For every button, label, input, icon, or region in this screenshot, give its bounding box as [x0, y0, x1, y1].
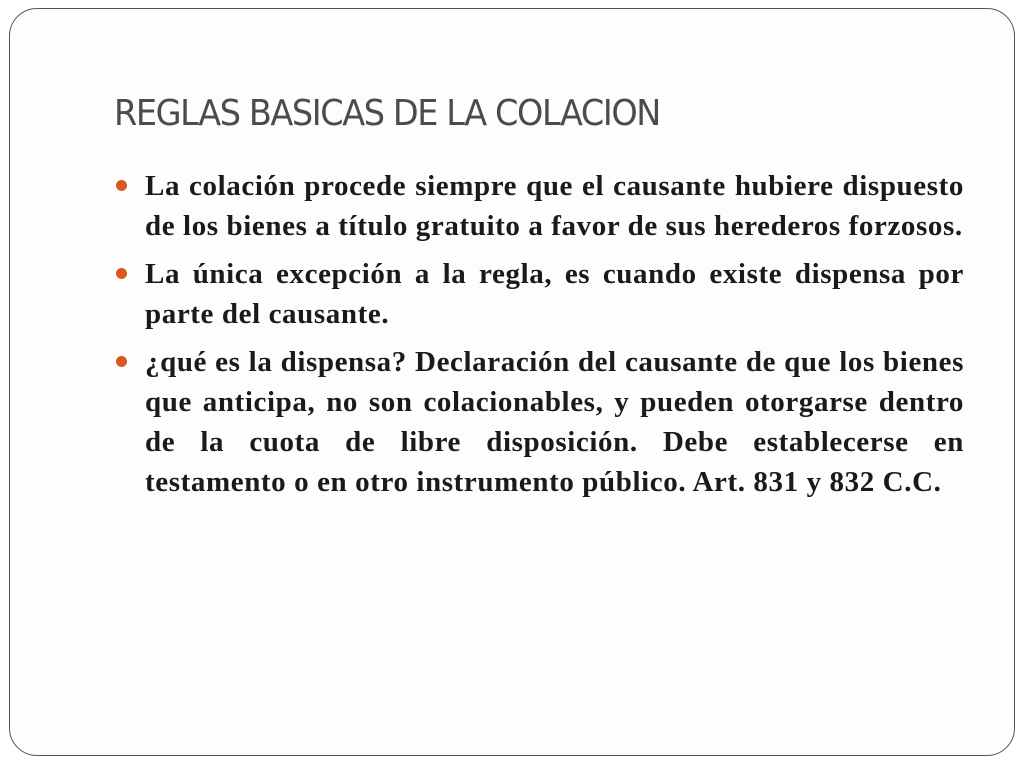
bullet-text: La colación procede siempre que el causante hubiere dispuesto de los bienes a título gratuito a favor de sus herederos forzosos. [145, 170, 964, 242]
list-item [114, 166, 964, 246]
bullet-text: ¿qué es la dispensa? Declaración del causante de que los bienes que anticipa, no son colacionables, y pueden otorgarse dentro de la cuota de libre disposición. Debe establecerse en testamento o en otro instrumento público. Art. 831 y 832 C.C. [145, 346, 964, 498]
list-item [114, 254, 964, 334]
bullet-dot-icon [116, 180, 127, 191]
slide-title: REGLAS BASICAS DE LA COLACION [114, 93, 660, 134]
bullet-text: La única excepción a la regla, es cuando existe dispensa por parte del causante. [145, 258, 964, 330]
bullet-list [114, 166, 964, 510]
list-item [114, 342, 964, 502]
bullet-dot-icon [116, 268, 127, 279]
bullet-dot-icon [116, 356, 127, 367]
